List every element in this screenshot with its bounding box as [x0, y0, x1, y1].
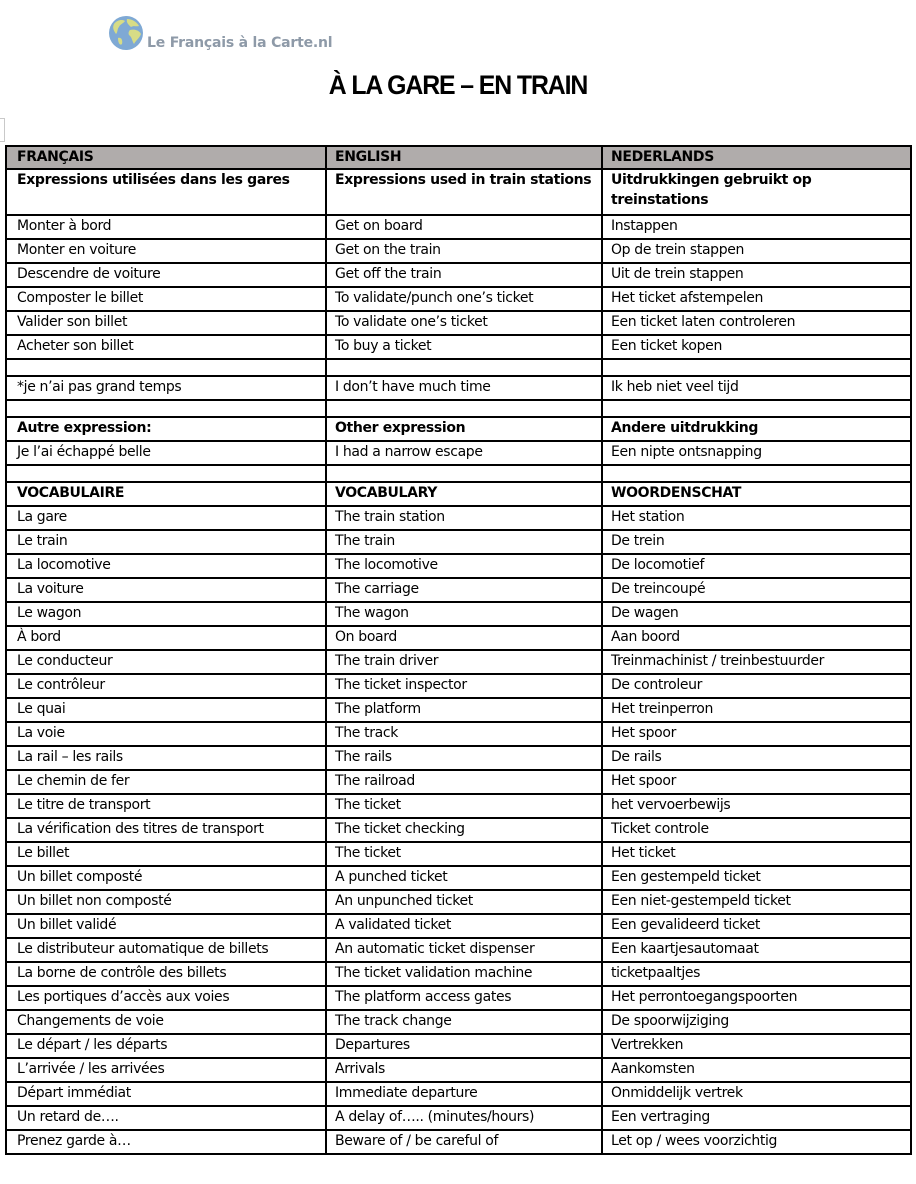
- cell-english: To validate/punch one’s ticket: [326, 287, 602, 311]
- cell-dutch: Instappen: [602, 215, 911, 239]
- cell-french: Descendre de voiture: [6, 263, 326, 287]
- cell-french: Je l’ai échappé belle: [6, 441, 326, 465]
- cell-dutch: De rails: [602, 746, 911, 770]
- cell-english: The train driver: [326, 650, 602, 674]
- cell-english: I don’t have much time: [326, 376, 602, 400]
- table-row: [6, 602, 911, 626]
- table-row: [6, 1034, 911, 1058]
- table-row: [6, 914, 911, 938]
- cell-dutch: Ik heb niet veel tijd: [602, 376, 911, 400]
- table-row: [6, 554, 911, 578]
- cell-english: The ticket: [326, 794, 602, 818]
- cell-english: An automatic ticket dispenser: [326, 938, 602, 962]
- cell-english: The railroad: [326, 770, 602, 794]
- cell-dutch: Een kaartjesautomaat: [602, 938, 911, 962]
- table-row: [6, 239, 911, 263]
- cell-dutch: De treincoupé: [602, 578, 911, 602]
- table-row: [6, 626, 911, 650]
- cell-french: Le billet: [6, 842, 326, 866]
- cell-english: To validate one’s ticket: [326, 311, 602, 335]
- cell-french: Monter en voiture: [6, 239, 326, 263]
- table-row: [6, 842, 911, 866]
- page-title: À LA GARE – EN TRAIN: [328, 70, 588, 100]
- cell-dutch: De locomotief: [602, 554, 911, 578]
- cell-dutch: De wagen: [602, 602, 911, 626]
- cell-dutch: Andere uitdrukking: [602, 417, 911, 441]
- table-row: [6, 962, 911, 986]
- cell-english: The ticket: [326, 842, 602, 866]
- cell-dutch: Het spoor: [602, 770, 911, 794]
- cell-french: [6, 400, 326, 417]
- cell-english: Get on board: [326, 215, 602, 239]
- logo-text: Le Français à la Carte.nl: [147, 35, 333, 51]
- cell-english: The platform: [326, 698, 602, 722]
- table-row: [6, 1058, 911, 1082]
- cell-french: La voie: [6, 722, 326, 746]
- cell-french: Le train: [6, 530, 326, 554]
- cell-french: Un billet non composté: [6, 890, 326, 914]
- empty-row: [6, 400, 911, 417]
- cell-french: Le chemin de fer: [6, 770, 326, 794]
- cell-english: The carriage: [326, 578, 602, 602]
- cell-dutch: Vertrekken: [602, 1034, 911, 1058]
- cell-french: Un billet validé: [6, 914, 326, 938]
- cell-english: Expressions used in train stations: [326, 169, 602, 215]
- table-row: [6, 674, 911, 698]
- table-row: [6, 722, 911, 746]
- cell-english: The locomotive: [326, 554, 602, 578]
- site-logo: [108, 15, 332, 51]
- cell-dutch: De spoorwijziging: [602, 1010, 911, 1034]
- cell-english: Arrivals: [326, 1058, 602, 1082]
- cell-english: The ticket inspector: [326, 674, 602, 698]
- empty-row: [6, 359, 911, 376]
- cell-english: A delay of….. (minutes/hours): [326, 1106, 602, 1130]
- cell-dutch: De controleur: [602, 674, 911, 698]
- table-row: [6, 938, 911, 962]
- cell-french: La vérification des titres de transport: [6, 818, 326, 842]
- empty-row: [6, 465, 911, 482]
- cell-french: Le titre de transport: [6, 794, 326, 818]
- table-row: [6, 263, 911, 287]
- cell-english: The rails: [326, 746, 602, 770]
- cell-french: [6, 359, 326, 376]
- section-heading-row: [6, 417, 911, 441]
- cell-french: L’arrivée / les arrivées: [6, 1058, 326, 1082]
- cell-french: Acheter son billet: [6, 335, 326, 359]
- table-row: [6, 335, 911, 359]
- cell-dutch: ticketpaaltjes: [602, 962, 911, 986]
- section-heading-row: [6, 169, 911, 215]
- cell-dutch: Een niet-gestempeld ticket: [602, 890, 911, 914]
- table-row: [6, 1010, 911, 1034]
- cell-french: Monter à bord: [6, 215, 326, 239]
- cell-english: The train station: [326, 506, 602, 530]
- cell-english: Get on the train: [326, 239, 602, 263]
- column-header-english: ENGLISH: [326, 146, 602, 169]
- cell-french: La borne de contrôle des billets: [6, 962, 326, 986]
- table-row: [6, 890, 911, 914]
- cell-english: An unpunched ticket: [326, 890, 602, 914]
- cell-english: A validated ticket: [326, 914, 602, 938]
- cell-dutch: Treinmachinist / treinbestuurder: [602, 650, 911, 674]
- cell-dutch: Een nipte ontsnapping: [602, 441, 911, 465]
- cell-dutch: [602, 465, 911, 482]
- cell-english: The platform access gates: [326, 986, 602, 1010]
- cell-dutch: Onmiddelijk vertrek: [602, 1082, 911, 1106]
- cell-dutch: Een gestempeld ticket: [602, 866, 911, 890]
- cell-french: La locomotive: [6, 554, 326, 578]
- cell-english: The wagon: [326, 602, 602, 626]
- cell-french: Le distributeur automatique de billets: [6, 938, 326, 962]
- cell-french: Le conducteur: [6, 650, 326, 674]
- cell-english: On board: [326, 626, 602, 650]
- cell-english: A punched ticket: [326, 866, 602, 890]
- cell-english: [326, 359, 602, 376]
- cell-french: Autre expression:: [6, 417, 326, 441]
- cell-dutch: Het perrontoegangspoorten: [602, 986, 911, 1010]
- cell-dutch: Een gevalideerd ticket: [602, 914, 911, 938]
- cell-dutch: [602, 400, 911, 417]
- cell-french: *je n’ai pas grand temps: [6, 376, 326, 400]
- cell-dutch: Ticket controle: [602, 818, 911, 842]
- table-row: [6, 506, 911, 530]
- cell-dutch: Aankomsten: [602, 1058, 911, 1082]
- table-row: [6, 866, 911, 890]
- cell-english: Beware of / be careful of: [326, 1130, 602, 1154]
- section-heading-row: [6, 482, 911, 506]
- cell-french: Composter le billet: [6, 287, 326, 311]
- table-row: [6, 794, 911, 818]
- vocabulary-table: [5, 145, 912, 1155]
- cell-english: [326, 400, 602, 417]
- cell-english: The ticket validation machine: [326, 962, 602, 986]
- cell-dutch: Een ticket laten controleren: [602, 311, 911, 335]
- cell-dutch: Een vertraging: [602, 1106, 911, 1130]
- table-row: [6, 986, 911, 1010]
- cell-french: Prenez garde à…: [6, 1130, 326, 1154]
- cell-english: The ticket checking: [326, 818, 602, 842]
- cell-english: The track: [326, 722, 602, 746]
- table-row: [6, 311, 911, 335]
- table-row: [6, 530, 911, 554]
- cell-french: Le wagon: [6, 602, 326, 626]
- cell-dutch: het vervoerbewijs: [602, 794, 911, 818]
- cell-dutch: Het treinperron: [602, 698, 911, 722]
- cell-french: Les portiques d’accès aux voies: [6, 986, 326, 1010]
- table-row: [6, 578, 911, 602]
- cell-dutch: Het station: [602, 506, 911, 530]
- cell-dutch: Op de trein stappen: [602, 239, 911, 263]
- cell-french: [6, 465, 326, 482]
- column-header-french: FRANÇAIS: [6, 146, 326, 169]
- column-header-dutch: NEDERLANDS: [602, 146, 911, 169]
- table-row: [6, 746, 911, 770]
- cell-french: Le quai: [6, 698, 326, 722]
- cell-dutch: Uitdrukkingen gebruikt op treinstations: [602, 169, 911, 215]
- globe-icon: [108, 15, 144, 51]
- table-row: [6, 287, 911, 311]
- table-row: [6, 770, 911, 794]
- table-row: [6, 1082, 911, 1106]
- cell-english: The track change: [326, 1010, 602, 1034]
- cell-dutch: Het spoor: [602, 722, 911, 746]
- cell-french: À bord: [6, 626, 326, 650]
- cell-english: The train: [326, 530, 602, 554]
- cell-french: Départ immédiat: [6, 1082, 326, 1106]
- cell-french: Changements de voie: [6, 1010, 326, 1034]
- table-row: [6, 698, 911, 722]
- cell-dutch: Uit de trein stappen: [602, 263, 911, 287]
- cell-french: Le contrôleur: [6, 674, 326, 698]
- cell-french: Un retard de….: [6, 1106, 326, 1130]
- cell-french: Valider son billet: [6, 311, 326, 335]
- cell-dutch: De trein: [602, 530, 911, 554]
- cell-english: Other expression: [326, 417, 602, 441]
- table-row: [6, 215, 911, 239]
- table-row: [6, 1106, 911, 1130]
- cell-dutch: Het ticket afstempelen: [602, 287, 911, 311]
- cell-dutch: Het ticket: [602, 842, 911, 866]
- table-header-row: [6, 146, 911, 169]
- table-row: [6, 441, 911, 465]
- cell-french: VOCABULAIRE: [6, 482, 326, 506]
- cell-dutch: [602, 359, 911, 376]
- cell-french: Le départ / les départs: [6, 1034, 326, 1058]
- cell-french: La gare: [6, 506, 326, 530]
- cell-french: Un billet composté: [6, 866, 326, 890]
- cell-dutch: WOORDENSCHAT: [602, 482, 911, 506]
- cell-french: Expressions utilisées dans les gares: [6, 169, 326, 215]
- cell-dutch: Een ticket kopen: [602, 335, 911, 359]
- cell-english: Immediate departure: [326, 1082, 602, 1106]
- cell-english: Get off the train: [326, 263, 602, 287]
- corner-marker: [0, 118, 5, 142]
- cell-english: [326, 465, 602, 482]
- table-row: [6, 650, 911, 674]
- cell-english: VOCABULARY: [326, 482, 602, 506]
- cell-dutch: Aan boord: [602, 626, 911, 650]
- cell-english: To buy a ticket: [326, 335, 602, 359]
- table-row: [6, 1130, 911, 1154]
- table-row: [6, 818, 911, 842]
- cell-dutch: Let op / wees voorzichtig: [602, 1130, 911, 1154]
- cell-french: La rail – les rails: [6, 746, 326, 770]
- cell-english: I had a narrow escape: [326, 441, 602, 465]
- cell-english: Departures: [326, 1034, 602, 1058]
- cell-french: La voiture: [6, 578, 326, 602]
- table-row: [6, 376, 911, 400]
